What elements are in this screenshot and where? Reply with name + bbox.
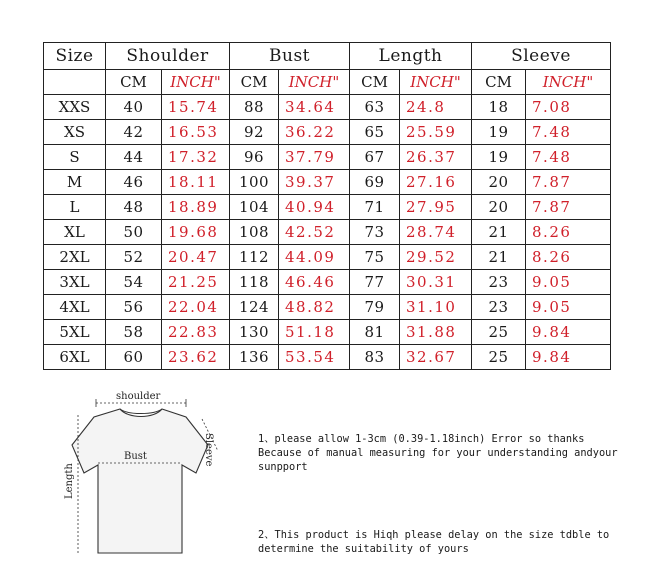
length-cm-cell: 79 [350,295,400,320]
shoulder-inch-cell: 22.83 [162,320,230,345]
bust-inch-cell: 40.94 [279,195,350,220]
length-inch-cell: 29.52 [400,245,472,270]
note-size-table [258,528,609,556]
sleeve-cm-cell: 21 [472,245,526,270]
shoulder-inch-cell: 15.74 [162,95,230,120]
size-cell: XL [44,220,106,245]
size-cell: XXS [44,95,106,120]
unit-inch-header: INCH" [162,70,230,95]
length-cm-cell: 63 [350,95,400,120]
size-cell: 5XL [44,320,106,345]
sleeve-inch-cell: 7.48 [526,120,611,145]
sleeve-inch-cell: 7.08 [526,95,611,120]
bust-header: Bust [230,43,350,70]
table-row [44,270,611,295]
length-inch-cell: 30.31 [400,270,472,295]
sleeve-cm-cell: 19 [472,145,526,170]
bust-cm-cell: 100 [230,170,279,195]
table-row [44,95,611,120]
shoulder-cm-cell: 58 [106,320,162,345]
table-body [44,95,611,370]
note-2-line-1: 2、This product is Hiqh please delay on the size tdble to [258,529,610,541]
sleeve-label: Sleeve [203,433,214,467]
size-cell: 3XL [44,270,106,295]
bust-inch-cell: 39.37 [279,170,350,195]
unit-cm-header: CM [230,70,279,95]
sleeve-cm-cell: 20 [472,170,526,195]
bust-cm-cell: 104 [230,195,279,220]
length-cm-cell: 67 [350,145,400,170]
shoulder-inch-cell: 17.32 [162,145,230,170]
shoulder-cm-cell: 48 [106,195,162,220]
table-row [44,120,611,145]
unit-inch-header: INCH" [400,70,472,95]
bust-inch-cell: 34.64 [279,95,350,120]
length-inch-cell: 24.8 [400,95,472,120]
tshirt-outline [72,409,208,553]
size-unit-blank [44,70,106,95]
table-row [44,295,611,320]
table-row [44,245,611,270]
note-1-line-2: Because of manual measuring for your understanding andyour [258,447,618,459]
sleeve-inch-cell: 8.26 [526,220,611,245]
size-cell: 6XL [44,345,106,370]
bust-inch-cell: 51.18 [279,320,350,345]
sleeve-cm-cell: 19 [472,120,526,145]
bust-inch-cell: 53.54 [279,345,350,370]
size-cell: XS [44,120,106,145]
table-row [44,220,611,245]
sleeve-cm-cell: 21 [472,220,526,245]
bust-inch-cell: 44.09 [279,245,350,270]
sleeve-cm-cell: 25 [472,320,526,345]
table-row [44,145,611,170]
size-cell: M [44,170,106,195]
length-label: Length [64,463,75,499]
bust-cm-cell: 136 [230,345,279,370]
shoulder-label: shoulder [116,391,161,402]
table-row [44,170,611,195]
note-2-line-2: determine the suitability of yours [258,543,469,555]
shoulder-cm-cell: 46 [106,170,162,195]
size-cell: 2XL [44,245,106,270]
sleeve-inch-cell: 7.87 [526,170,611,195]
shoulder-cm-cell: 50 [106,220,162,245]
length-inch-cell: 25.59 [400,120,472,145]
size-cell: L [44,195,106,220]
length-header: Length [350,43,472,70]
shoulder-inch-cell: 21.25 [162,270,230,295]
size-cell: 4XL [44,295,106,320]
bust-cm-cell: 96 [230,145,279,170]
bust-label: Bust [124,451,147,462]
length-cm-cell: 73 [350,220,400,245]
sleeve-cm-cell: 18 [472,95,526,120]
sleeve-cm-cell: 23 [472,295,526,320]
sleeve-cm-cell: 23 [472,270,526,295]
shoulder-cm-cell: 56 [106,295,162,320]
sleeve-cm-cell: 20 [472,195,526,220]
bust-cm-cell: 112 [230,245,279,270]
sleeve-inch-cell: 9.84 [526,320,611,345]
shoulder-inch-cell: 22.04 [162,295,230,320]
bust-cm-cell: 130 [230,320,279,345]
bust-cm-cell: 88 [230,95,279,120]
shoulder-inch-cell: 19.68 [162,220,230,245]
note-1-line-1: 1、please allow 1-3cm (0.39-1.18inch) Error so thanks [258,433,585,445]
length-cm-cell: 69 [350,170,400,195]
unit-inch-header: INCH" [279,70,350,95]
length-inch-cell: 27.95 [400,195,472,220]
sleeve-inch-cell: 7.48 [526,145,611,170]
sleeve-inch-cell: 7.87 [526,195,611,220]
bust-cm-cell: 118 [230,270,279,295]
bust-cm-cell: 108 [230,220,279,245]
sleeve-inch-cell: 8.26 [526,245,611,270]
shoulder-cm-cell: 60 [106,345,162,370]
bust-cm-cell: 92 [230,120,279,145]
length-cm-cell: 81 [350,320,400,345]
length-inch-cell: 31.10 [400,295,472,320]
shoulder-cm-cell: 44 [106,145,162,170]
unit-cm-header: CM [106,70,162,95]
shoulder-inch-cell: 18.89 [162,195,230,220]
bust-inch-cell: 46.46 [279,270,350,295]
sleeve-cm-cell: 25 [472,345,526,370]
shoulder-inch-cell: 18.11 [162,170,230,195]
bust-inch-cell: 48.82 [279,295,350,320]
shoulder-cm-cell: 42 [106,120,162,145]
table-row [44,195,611,220]
unit-cm-header: CM [472,70,526,95]
size-cell: S [44,145,106,170]
shoulder-cm-cell: 40 [106,95,162,120]
table-group-header-row [44,43,611,70]
shoulder-cm-cell: 54 [106,270,162,295]
length-inch-cell: 27.16 [400,170,472,195]
length-cm-cell: 83 [350,345,400,370]
sleeve-inch-cell: 9.05 [526,270,611,295]
length-cm-cell: 75 [350,245,400,270]
size-header: Size [44,43,106,70]
unit-cm-header: CM [350,70,400,95]
length-inch-cell: 32.67 [400,345,472,370]
length-inch-cell: 26.37 [400,145,472,170]
bust-inch-cell: 36.22 [279,120,350,145]
shoulder-inch-cell: 16.53 [162,120,230,145]
note-1-line-3: sunpport [258,461,308,473]
length-cm-cell: 71 [350,195,400,220]
table-row [44,345,611,370]
bust-inch-cell: 42.52 [279,220,350,245]
note-measurement-error [258,432,618,474]
shoulder-inch-cell: 23.62 [162,345,230,370]
bust-cm-cell: 124 [230,295,279,320]
shoulder-cm-cell: 52 [106,245,162,270]
sleeve-inch-cell: 9.05 [526,295,611,320]
shoulder-header: Shoulder [106,43,230,70]
bust-inch-cell: 37.79 [279,145,350,170]
length-inch-cell: 28.74 [400,220,472,245]
tshirt-collar [120,409,162,414]
sleeve-header: Sleeve [472,43,611,70]
length-cm-cell: 65 [350,120,400,145]
sleeve-inch-cell: 9.84 [526,345,611,370]
table-row [44,320,611,345]
size-chart-table [43,42,611,370]
length-cm-cell: 77 [350,270,400,295]
unit-inch-header: INCH" [526,70,611,95]
tshirt-measurement-diagram [58,385,233,565]
table-unit-header-row [44,70,611,95]
shoulder-inch-cell: 20.47 [162,245,230,270]
length-inch-cell: 31.88 [400,320,472,345]
